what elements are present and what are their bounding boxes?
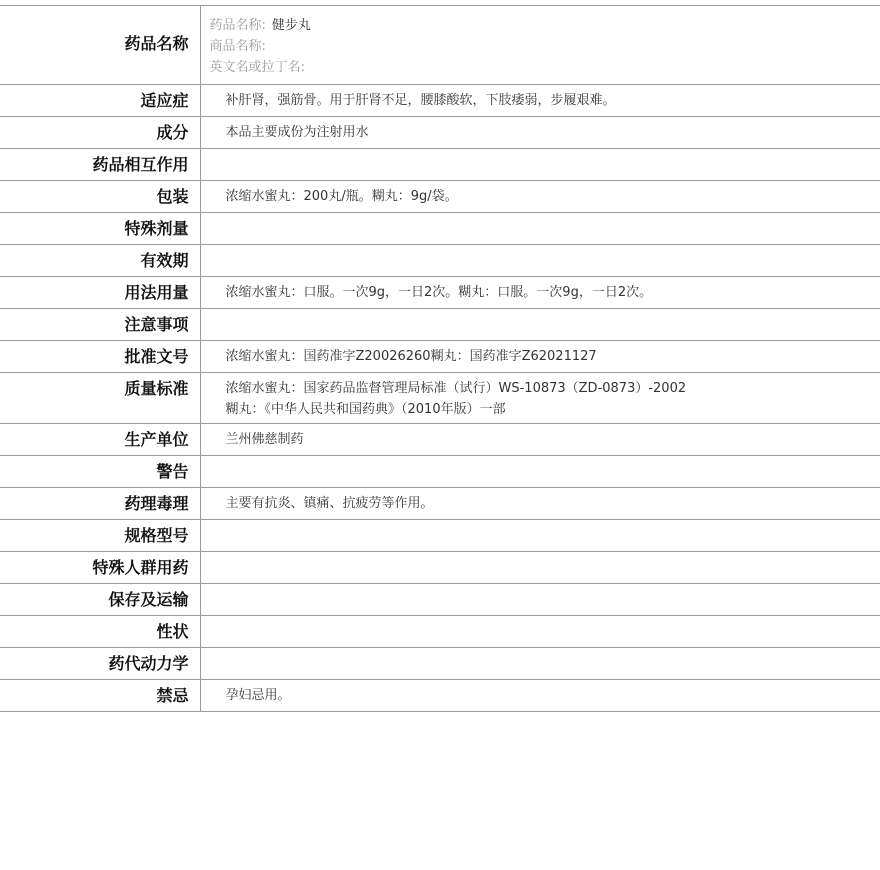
trade-name-key: 商品名称: bbox=[209, 39, 266, 54]
row-label-indications: 适应症 bbox=[0, 85, 200, 117]
row-label-manufacturer: 生产单位 bbox=[0, 424, 200, 456]
row-label-appearance: 性状 bbox=[0, 616, 200, 648]
row-value-special-dosage bbox=[200, 213, 880, 245]
generic-name-line bbox=[210, 15, 880, 36]
table-row bbox=[0, 488, 880, 520]
row-label-pharmacokinetics: 药代动力学 bbox=[0, 648, 200, 680]
table-row bbox=[0, 117, 880, 149]
row-value-contraindications: 孕妇忌用。 bbox=[200, 680, 880, 712]
row-value-storage bbox=[200, 584, 880, 616]
table-row bbox=[0, 85, 880, 117]
row-label-interactions: 药品相互作用 bbox=[0, 149, 200, 181]
row-label-ingredients: 成分 bbox=[0, 117, 200, 149]
row-value-special-populations bbox=[200, 552, 880, 584]
table-row bbox=[0, 584, 880, 616]
trade-name-line bbox=[210, 36, 880, 57]
row-label-shelf-life: 有效期 bbox=[0, 245, 200, 277]
table-row bbox=[0, 456, 880, 488]
row-label-special-dosage: 特殊剂量 bbox=[0, 213, 200, 245]
quality-standard-line-2: 糊丸：《中华人民共和国药典》（2010年版）一部 bbox=[225, 402, 506, 417]
row-value-interactions bbox=[200, 149, 880, 181]
row-value-pharmacokinetics bbox=[200, 648, 880, 680]
row-label-pharmacology: 药理毒理 bbox=[0, 488, 200, 520]
row-label-quality-standard: 质量标准 bbox=[0, 373, 200, 424]
table-row bbox=[0, 309, 880, 341]
row-value-shelf-life bbox=[200, 245, 880, 277]
table-row bbox=[0, 616, 880, 648]
table-row bbox=[0, 373, 880, 424]
row-value-ingredients: 本品主要成份为注射用水 bbox=[200, 117, 880, 149]
row-value-specification bbox=[200, 520, 880, 552]
table-row bbox=[0, 552, 880, 584]
english-name-key: 英文名或拉丁名: bbox=[209, 60, 305, 75]
row-value-packaging: 浓缩水蜜丸：200丸/瓶。糊丸：9g/袋。 bbox=[200, 181, 880, 213]
table-row bbox=[0, 245, 880, 277]
row-label-warning: 警告 bbox=[0, 456, 200, 488]
row-value-approval-number: 浓缩水蜜丸：国药准字Z20026260糊丸：国药准字Z62021127 bbox=[200, 341, 880, 373]
row-value-dosage: 浓缩水蜜丸：口服。一次9g，一日2次。糊丸：口服。一次9g，一日2次。 bbox=[200, 277, 880, 309]
row-label-packaging: 包装 bbox=[0, 181, 200, 213]
generic-name-value: 健步丸 bbox=[271, 18, 311, 33]
row-label-drug-name: 药品名称 bbox=[0, 6, 200, 85]
table-row bbox=[0, 648, 880, 680]
row-value-manufacturer: 兰州佛慈制药 bbox=[200, 424, 880, 456]
row-label-special-populations: 特殊人群用药 bbox=[0, 552, 200, 584]
row-label-storage: 保存及运输 bbox=[0, 584, 200, 616]
row-label-dosage: 用法用量 bbox=[0, 277, 200, 309]
quality-standard-line-1: 浓缩水蜜丸：国家药品监督管理局标准（试行）WS-10873（ZD-0873）-2002 bbox=[225, 381, 687, 396]
row-label-contraindications: 禁忌 bbox=[0, 680, 200, 712]
english-name-line bbox=[210, 57, 880, 78]
drug-spec-table bbox=[0, 5, 880, 712]
row-value-appearance bbox=[200, 616, 880, 648]
row-value-warning bbox=[200, 456, 880, 488]
table-row bbox=[0, 213, 880, 245]
table-row bbox=[0, 680, 880, 712]
row-label-specification: 规格型号 bbox=[0, 520, 200, 552]
table-row bbox=[0, 424, 880, 456]
table-row bbox=[0, 6, 880, 85]
row-value-quality-standard bbox=[200, 373, 880, 424]
table-row bbox=[0, 181, 880, 213]
row-value-indications: 补肝肾，强筋骨。用于肝肾不足，腰膝酸软，下肢痿弱，步履艰难。 bbox=[200, 85, 880, 117]
row-label-approval-number: 批准文号 bbox=[0, 341, 200, 373]
table-row bbox=[0, 520, 880, 552]
generic-name-key: 药品名称: bbox=[209, 18, 266, 33]
name-block bbox=[201, 6, 880, 84]
row-value-pharmacology: 主要有抗炎、镇痛、抗疲劳等作用。 bbox=[200, 488, 880, 520]
row-label-precautions: 注意事项 bbox=[0, 309, 200, 341]
table-row bbox=[0, 277, 880, 309]
table-row bbox=[0, 149, 880, 181]
row-value-precautions bbox=[200, 309, 880, 341]
drug-name-values bbox=[200, 6, 880, 85]
table-row bbox=[0, 341, 880, 373]
